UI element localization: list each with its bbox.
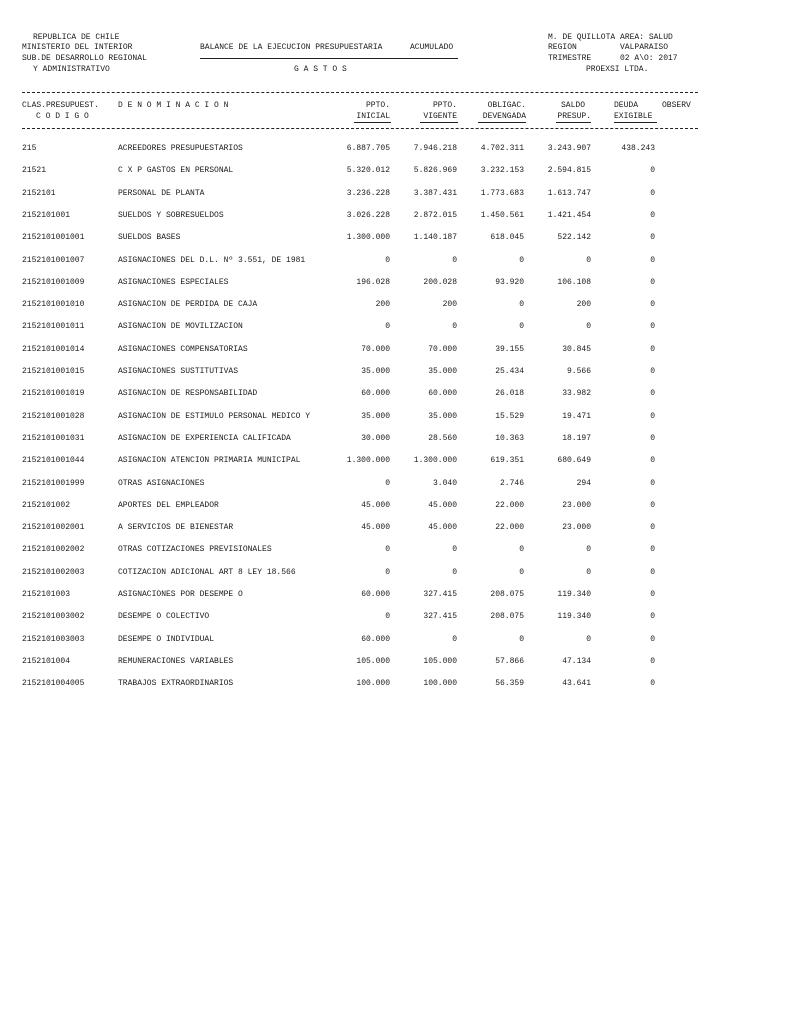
row-saldo-presup: 9.566 (566, 367, 591, 376)
row-obligac-devengada: 22.000 (495, 501, 524, 510)
report-mode: ACUMULADO (410, 43, 454, 52)
table-row (0, 299, 791, 310)
row-ppto-vigente: 0 (452, 322, 457, 331)
row-ppto-vigente: 0 (452, 256, 457, 265)
company-name: PROEXSI LTDA. (586, 65, 649, 74)
table-row (0, 388, 791, 399)
row-deuda-exigible: 0 (650, 300, 655, 309)
row-obligac-devengada: 22.000 (495, 523, 524, 532)
row-denominacion: ASIGNACION DE RESPONSABILIDAD (118, 389, 258, 398)
row-saldo-presup: 1.613.747 (547, 189, 591, 198)
row-saldo-presup: 119.340 (557, 590, 591, 599)
row-denominacion: OTRAS ASIGNACIONES (118, 479, 205, 488)
row-obligac-devengada: 0 (519, 545, 524, 554)
row-denominacion: SUELDOS BASES (118, 233, 181, 242)
row-ppto-inicial: 70.000 (361, 345, 390, 354)
row-ppto-inicial: 1.300.000 (346, 233, 390, 242)
row-denominacion: DESEMPE O COLECTIVO (118, 612, 210, 621)
row-obligac-devengada: 0 (519, 300, 524, 309)
row-deuda-exigible: 0 (650, 501, 655, 510)
region-value: VALPARAISO (620, 43, 669, 52)
table-row (0, 366, 791, 377)
row-saldo-presup: 0 (586, 322, 591, 331)
row-ppto-inicial: 3.026.228 (346, 211, 390, 220)
row-obligac-devengada: 10.363 (495, 434, 524, 443)
row-code: 2152101002002 (22, 545, 85, 554)
row-obligac-devengada: 208.075 (490, 590, 524, 599)
row-ppto-inicial: 35.000 (361, 367, 390, 376)
row-denominacion: ASIGNACIONES SUSTITUTIVAS (118, 367, 239, 376)
row-denominacion: ASIGNACIONES POR DESEMPE O (118, 590, 243, 599)
row-obligac-devengada: 0 (519, 635, 524, 644)
row-code: 2152101 (22, 189, 56, 198)
row-deuda-exigible: 0 (650, 256, 655, 265)
row-obligac-devengada: 619.351 (490, 456, 524, 465)
row-deuda-exigible: 0 (650, 322, 655, 331)
report-title: BALANCE DE LA EJECUCION PRESUPUESTARIA (200, 43, 383, 52)
row-ppto-vigente: 3.387.431 (413, 189, 457, 198)
table-row (0, 143, 791, 154)
row-code: 21521 (22, 166, 47, 175)
header-rule-top (22, 92, 698, 93)
row-deuda-exigible: 0 (650, 434, 655, 443)
row-ppto-vigente: 70.000 (428, 345, 457, 354)
col-deuda-line2: EXIGIBLE (614, 112, 653, 121)
col-code-line1: CLAS.PRESUPUEST. (22, 101, 99, 110)
row-ppto-vigente: 2.872.015 (413, 211, 457, 220)
row-ppto-inicial: 30.000 (361, 434, 390, 443)
header-left-line-3: SUB.DE DESARROLLO REGIONAL (22, 54, 147, 63)
col-deuda-underline (614, 122, 657, 123)
row-ppto-vigente: 200.028 (423, 278, 457, 287)
row-denominacion: APORTES DEL EMPLEADOR (118, 501, 219, 510)
row-obligac-devengada: 208.075 (490, 612, 524, 621)
row-code: 2152101002001 (22, 523, 85, 532)
row-saldo-presup: 106.108 (557, 278, 591, 287)
row-ppto-vigente: 200 (442, 300, 457, 309)
row-saldo-presup: 47.134 (562, 657, 591, 666)
row-saldo-presup: 119.340 (557, 612, 591, 621)
col-observ: OBSERV (662, 101, 691, 110)
row-deuda-exigible: 438.243 (621, 144, 655, 153)
row-ppto-vigente: 45.000 (428, 501, 457, 510)
row-denominacion: COTIZACION ADICIONAL ART 8 LEY 18.566 (118, 568, 296, 577)
row-saldo-presup: 0 (586, 545, 591, 554)
row-saldo-presup: 2.594.815 (547, 166, 591, 175)
row-ppto-inicial: 100.000 (356, 679, 390, 688)
row-denominacion: TRABAJOS EXTRAORDINARIOS (118, 679, 234, 688)
row-deuda-exigible: 0 (650, 523, 655, 532)
row-ppto-inicial: 35.000 (361, 412, 390, 421)
row-ppto-inicial: 45.000 (361, 501, 390, 510)
col-devengada-line2: DEVENGADA (482, 112, 526, 121)
row-denominacion: ASIGNACION DE MOVILIZACION (118, 322, 243, 331)
row-saldo-presup: 23.000 (562, 501, 591, 510)
row-denominacion: PERSONAL DE PLANTA (118, 189, 205, 198)
row-ppto-inicial: 196.028 (356, 278, 390, 287)
col-inicial-line2: INICIAL (356, 112, 390, 121)
row-ppto-vigente: 35.000 (428, 412, 457, 421)
row-ppto-vigente: 327.415 (423, 590, 457, 599)
row-deuda-exigible: 0 (650, 590, 655, 599)
row-ppto-inicial: 60.000 (361, 635, 390, 644)
row-saldo-presup: 18.197 (562, 434, 591, 443)
trimestre-label: TRIMESTRE (548, 54, 592, 63)
row-denominacion: DESEMPE O INDIVIDUAL (118, 635, 215, 644)
row-ppto-inicial: 0 (385, 612, 390, 621)
table-row (0, 455, 791, 466)
row-ppto-inicial: 3.236.228 (346, 189, 390, 198)
table-row (0, 433, 791, 444)
row-deuda-exigible: 0 (650, 545, 655, 554)
header-right-area: M. DE QUILLOTA AREA: SALUD (548, 33, 673, 42)
row-obligac-devengada: 57.866 (495, 657, 524, 666)
row-deuda-exigible: 0 (650, 367, 655, 376)
row-ppto-vigente: 100.000 (423, 679, 457, 688)
row-ppto-inicial: 0 (385, 568, 390, 577)
table-row (0, 277, 791, 288)
table-row (0, 478, 791, 489)
row-code: 2152101001044 (22, 456, 85, 465)
table-row (0, 321, 791, 332)
row-denominacion: ASIGNACION DE EXPERIENCIA CALIFICADA (118, 434, 291, 443)
col-saldo-underline (556, 122, 591, 123)
row-ppto-inicial: 5.320.012 (346, 166, 390, 175)
row-deuda-exigible: 0 (650, 189, 655, 198)
row-deuda-exigible: 0 (650, 612, 655, 621)
table-row (0, 232, 791, 243)
col-vigente-underline (420, 122, 458, 123)
table-row (0, 411, 791, 422)
row-saldo-presup: 19.471 (562, 412, 591, 421)
row-code: 2152101001015 (22, 367, 85, 376)
row-deuda-exigible: 0 (650, 166, 655, 175)
row-deuda-exigible: 0 (650, 657, 655, 666)
table-row (0, 500, 791, 511)
col-saldo-line2: PRESUP. (557, 112, 591, 121)
row-code: 2152101001014 (22, 345, 85, 354)
row-ppto-vigente: 28.560 (428, 434, 457, 443)
row-saldo-presup: 294 (576, 479, 591, 488)
row-deuda-exigible: 0 (650, 345, 655, 354)
row-saldo-presup: 33.982 (562, 389, 591, 398)
row-code: 2152101003002 (22, 612, 85, 621)
col-devengada-underline (478, 122, 526, 123)
region-label: REGION (548, 43, 577, 52)
table-row (0, 611, 791, 622)
row-denominacion: SUELDOS Y SOBRESUELDOS (118, 211, 224, 220)
row-ppto-inicial: 1.300.000 (346, 456, 390, 465)
row-obligac-devengada: 1.450.561 (480, 211, 524, 220)
row-saldo-presup: 0 (586, 635, 591, 644)
row-saldo-presup: 23.000 (562, 523, 591, 532)
row-ppto-vigente: 5.826.969 (413, 166, 457, 175)
row-code: 2152101001001 (22, 233, 85, 242)
table-row (0, 165, 791, 176)
row-ppto-inicial: 200 (375, 300, 390, 309)
row-code: 2152101001009 (22, 278, 85, 287)
row-code: 2152101001028 (22, 412, 85, 421)
row-obligac-devengada: 26.018 (495, 389, 524, 398)
row-denominacion: ASIGNACION DE PERDIDA DE CAJA (118, 300, 258, 309)
row-denominacion: ACREEDORES PRESUPUESTARIOS (118, 144, 243, 153)
header-left-line-2: MINISTERIO DEL INTERIOR (22, 43, 133, 52)
table-row (0, 589, 791, 600)
col-code-line2: C O D I G O (36, 112, 89, 121)
row-saldo-presup: 680.649 (557, 456, 591, 465)
row-ppto-vigente: 7.946.218 (413, 144, 457, 153)
row-denominacion: ASIGNACIONES COMPENSATORIAS (118, 345, 248, 354)
row-deuda-exigible: 0 (650, 568, 655, 577)
col-vigente-line2: VIGENTE (423, 112, 457, 121)
row-code: 2152101002003 (22, 568, 85, 577)
row-denominacion: ASIGNACION DE ESTIMULO PERSONAL MEDICO Y (118, 412, 311, 421)
row-obligac-devengada: 0 (519, 568, 524, 577)
row-denominacion: ASIGNACIONES DEL D.L. Nº 3.551, DE 1981 (118, 256, 306, 265)
row-deuda-exigible: 0 (650, 389, 655, 398)
header-left-line-1: REPUBLICA DE CHILE (33, 33, 120, 42)
row-obligac-devengada: 93.920 (495, 278, 524, 287)
row-denominacion: C X P GASTOS EN PERSONAL (118, 166, 234, 175)
row-ppto-vigente: 60.000 (428, 389, 457, 398)
col-devengada-line1: OBLIGAC. (487, 101, 526, 110)
row-ppto-inicial: 105.000 (356, 657, 390, 666)
row-obligac-devengada: 3.232.153 (480, 166, 524, 175)
row-denominacion: ASIGNACIONES ESPECIALES (118, 278, 229, 287)
table-row (0, 255, 791, 266)
row-saldo-presup: 200 (576, 300, 591, 309)
row-obligac-devengada: 25.434 (495, 367, 524, 376)
row-saldo-presup: 0 (586, 568, 591, 577)
row-ppto-vigente: 3.040 (432, 479, 457, 488)
row-code: 215 (22, 144, 37, 153)
row-obligac-devengada: 0 (519, 322, 524, 331)
row-ppto-vigente: 1.300.000 (413, 456, 457, 465)
row-ppto-vigente: 0 (452, 545, 457, 554)
row-code: 2152101001999 (22, 479, 85, 488)
row-code: 2152101001 (22, 211, 71, 220)
row-obligac-devengada: 1.773.683 (480, 189, 524, 198)
row-deuda-exigible: 0 (650, 278, 655, 287)
row-ppto-inicial: 0 (385, 479, 390, 488)
col-denominacion: D E N O M I N A C I O N (118, 101, 229, 110)
row-deuda-exigible: 0 (650, 456, 655, 465)
row-code: 2152101001010 (22, 300, 85, 309)
row-ppto-vigente: 105.000 (423, 657, 457, 666)
row-ppto-vigente: 45.000 (428, 523, 457, 532)
row-denominacion: REMUNERACIONES VARIABLES (118, 657, 234, 666)
table-row (0, 678, 791, 689)
row-deuda-exigible: 0 (650, 412, 655, 421)
row-deuda-exigible: 0 (650, 233, 655, 242)
table-row (0, 656, 791, 667)
row-obligac-devengada: 0 (519, 256, 524, 265)
header-rule-bottom (22, 128, 698, 129)
row-ppto-vigente: 327.415 (423, 612, 457, 621)
row-ppto-vigente: 1.140.187 (413, 233, 457, 242)
row-ppto-vigente: 0 (452, 568, 457, 577)
row-ppto-inicial: 45.000 (361, 523, 390, 532)
col-inicial-line1: PPTO. (365, 101, 390, 110)
row-denominacion: ASIGNACION ATENCION PRIMARIA MUNICIPAL (118, 456, 301, 465)
row-code: 2152101003003 (22, 635, 85, 644)
row-code: 2152101001019 (22, 389, 85, 398)
table-row (0, 344, 791, 355)
row-deuda-exigible: 0 (650, 635, 655, 644)
col-vigente-line1: PPTO. (432, 101, 457, 110)
row-ppto-inicial: 0 (385, 322, 390, 331)
col-saldo-line1: SALDO (560, 101, 585, 110)
row-saldo-presup: 30.845 (562, 345, 591, 354)
row-denominacion: OTRAS COTIZACIONES PREVISIONALES (118, 545, 272, 554)
row-ppto-inicial: 60.000 (361, 590, 390, 599)
row-ppto-vigente: 35.000 (428, 367, 457, 376)
table-row (0, 544, 791, 555)
header-left-line-4: Y ADMINISTRATIVO (33, 65, 110, 74)
row-code: 2152101004 (22, 657, 71, 666)
row-code: 2152101004005 (22, 679, 85, 688)
row-code: 2152101001007 (22, 256, 85, 265)
table-row (0, 522, 791, 533)
row-obligac-devengada: 39.155 (495, 345, 524, 354)
row-ppto-vigente: 0 (452, 635, 457, 644)
row-ppto-inicial: 0 (385, 256, 390, 265)
row-obligac-devengada: 15.529 (495, 412, 524, 421)
row-saldo-presup: 522.142 (557, 233, 591, 242)
report-subtitle: G A S T O S (294, 65, 347, 74)
table-row (0, 567, 791, 578)
row-denominacion: A SERVICIOS DE BIENESTAR (118, 523, 234, 532)
row-ppto-inicial: 6.887.705 (346, 144, 390, 153)
row-deuda-exigible: 0 (650, 211, 655, 220)
row-saldo-presup: 3.243.907 (547, 144, 591, 153)
row-saldo-presup: 0 (586, 256, 591, 265)
col-deuda-line1: DEUDA (614, 101, 639, 110)
title-underline (200, 58, 458, 59)
table-row (0, 634, 791, 645)
row-obligac-devengada: 4.702.311 (480, 144, 524, 153)
row-saldo-presup: 1.421.454 (547, 211, 591, 220)
row-ppto-inicial: 60.000 (361, 389, 390, 398)
row-code: 2152101002 (22, 501, 71, 510)
row-saldo-presup: 43.641 (562, 679, 591, 688)
row-deuda-exigible: 0 (650, 479, 655, 488)
row-obligac-devengada: 618.045 (490, 233, 524, 242)
row-code: 2152101001031 (22, 434, 85, 443)
table-row (0, 188, 791, 199)
table-row (0, 210, 791, 221)
row-deuda-exigible: 0 (650, 679, 655, 688)
row-ppto-inicial: 0 (385, 545, 390, 554)
row-code: 2152101003 (22, 590, 71, 599)
row-code: 2152101001011 (22, 322, 85, 331)
row-obligac-devengada: 2.746 (499, 479, 524, 488)
row-obligac-devengada: 56.359 (495, 679, 524, 688)
trimestre-value: 02 A\O: 2017 (620, 54, 678, 63)
col-inicial-underline (354, 122, 391, 123)
